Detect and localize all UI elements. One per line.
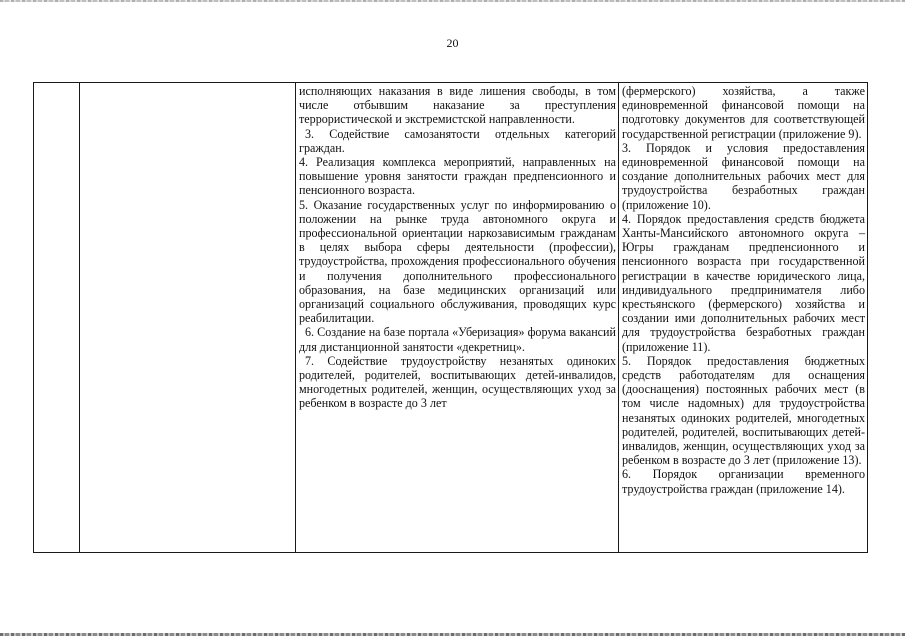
appendix-paragraph: (фермерского) хозяйства, а также единовременной финансовой помощи на подготовку документов для соответствующей государственной регистрации (приложение 9). — [622, 84, 865, 141]
table-cell-measures — [296, 83, 619, 553]
measure-paragraph: 6. Создание на базе портала «Уберизация» форума вакансий для дистанционной занятости «декретниц». — [299, 325, 616, 354]
table-cell-goal — [80, 83, 296, 553]
table-cell-appendix-refs — [619, 83, 868, 553]
measure-paragraph: 7. Содействие трудоустройству незанятых одиноких родителей, родителей, воспитывающих детей-инвалидов, многодетных родителей, женщин, осуществляющих уход за ребенком в возрасте до 3 лет — [299, 353, 616, 411]
measure-paragraph: 4. Реализация комплекса мероприятий, направленных на повышение уровня занятости граждан предпенсионного и пенсионного возраста. — [299, 155, 616, 198]
appendix-paragraph: 4. Порядок предоставления средств бюджета Ханты-Мансийского автономного округа – Югры гражданам предпенсионного и пенсионного возраста при государственной регистрации в качестве юридического лица, индивидуального предпринимателя либо крестьянского (фермерского) хозяйства и создании ими дополнительных рабочих мест для трудоустройства безработных граждан (приложение 11). — [622, 211, 865, 354]
document-table — [33, 82, 868, 553]
measure-paragraph: исполняющих наказания в виде лишения свободы, в том числе отбывшим наказание за преступления террористической и экстремистской направленности. — [299, 84, 616, 127]
appendix-paragraph: 3. Порядок и условия предоставления единовременной финансовой помощи на создание дополнительных рабочих мест для трудоустройства безработных граждан (приложение 10). — [622, 140, 865, 212]
appendix-paragraph: 5. Порядок предоставления бюджетных средств работодателям для оснащения (дооснащения) постоянных рабочих мест (в том числе надомных) для трудоустройства незанятых одиноких родителей, многодетных родителей, родителей, воспитывающих детей-инвалидов, женщин, осуществляющих уход за ребенком в возрасте до 3 лет (приложение 13). — [622, 353, 865, 468]
table-row — [34, 83, 868, 553]
page-number: 20 — [446, 36, 459, 50]
scan-edge-bottom — [0, 633, 905, 636]
scan-edge-top — [0, 0, 905, 2]
measure-paragraph: 3. Содействие самозанятости отдельных категорий граждан. — [299, 126, 616, 155]
table-cell-number — [34, 83, 80, 553]
appendix-paragraph: 6. Порядок организации временного трудоустройства граждан (приложение 14). — [622, 467, 865, 496]
measure-paragraph: 5. Оказание государственных услуг по информированию о положении на рынке труда автономного округа и профессиональной ориентации наркозависимым гражданам в целях выбора сферы деятельности (профессии), трудоустройства, прохождения профессионального обучения и получения дополнительного профессионального образования, на базе медицинских организаций или организаций социального обслуживания, проводящих курс реабилитации. — [299, 197, 616, 326]
